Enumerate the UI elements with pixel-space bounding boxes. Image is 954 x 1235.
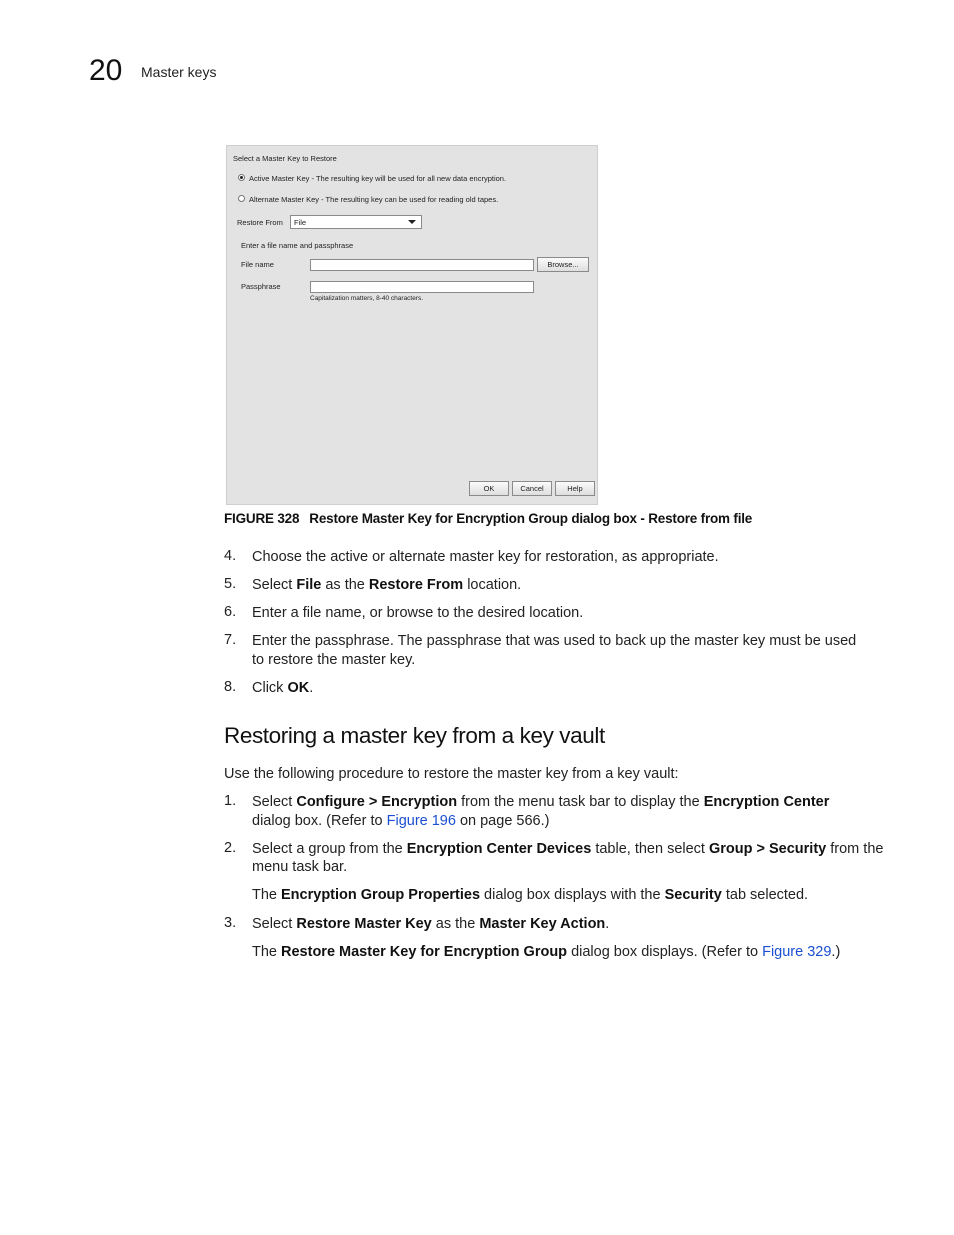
restore-from-value: File (294, 218, 307, 227)
step-text: Select Restore Master Key as the Master Key Action. (252, 916, 610, 932)
restore-master-key-dialog (226, 145, 598, 505)
step-number: 5. (224, 576, 237, 592)
active-master-key-radio[interactable] (238, 174, 245, 181)
file-name-input[interactable] (310, 259, 534, 271)
figure-329-link[interactable]: Figure 329 (762, 944, 832, 960)
step-number: 3. (224, 915, 237, 931)
step-text: Select File as the Restore From location. (252, 577, 522, 593)
file-section-label: Enter a file name and passphrase (241, 241, 354, 250)
alternate-master-key-radio[interactable] (238, 195, 245, 202)
master-key-group-label: Select a Master Key to Restore (233, 154, 337, 163)
browse-button[interactable]: Browse... (537, 257, 589, 272)
figure-number: FIGURE 328 (224, 511, 300, 526)
section-heading: Restoring a master key from a key vault (224, 723, 605, 748)
step-number: 2. (224, 840, 237, 856)
chapter-title: Master keys (141, 64, 217, 80)
figure-196-link[interactable]: Figure 196 (386, 813, 456, 829)
active-master-key-label: Active Master Key - The resulting key will be used for all new data encryption. (249, 174, 507, 183)
restore-from-label: Restore From (237, 218, 283, 227)
step-number: 1. (224, 793, 237, 809)
step-number: 7. (224, 632, 237, 648)
cancel-button[interactable]: Cancel (512, 481, 552, 496)
step-text-continued: dialog box. (Refer to Figure 196 on page 566.) (252, 813, 550, 829)
step-text-continued: menu task bar. (252, 859, 348, 875)
step-number: 8. (224, 679, 237, 695)
step-text: Enter a file name, or browse to the desired location. (252, 605, 584, 621)
step-number: 4. (224, 548, 237, 564)
restore-from-select[interactable] (290, 215, 422, 229)
passphrase-hint: Capitalization matters, 8-40 characters. (310, 295, 424, 302)
chevron-down-icon (408, 220, 416, 224)
step-text-continued: to restore the master key. (252, 652, 416, 668)
help-button[interactable]: Help (555, 481, 595, 496)
alternate-master-key-label: Alternate Master Key - The resulting key can be used for reading old tapes. (249, 195, 499, 204)
step-text: Choose the active or alternate master key for restoration, as appropriate. (252, 549, 719, 565)
section-intro: Use the following procedure to restore the master key from a key vault: (224, 766, 679, 782)
step-result: The Restore Master Key for Encryption Group dialog box displays. (Refer to Figure 329.) (252, 944, 841, 960)
figure-caption-text: Restore Master Key for Encryption Group dialog box - Restore from file (309, 511, 753, 526)
step-text: Enter the passphrase. The passphrase that was used to back up the master key must be used (252, 633, 857, 649)
passphrase-label: Passphrase (241, 282, 281, 291)
step-number: 6. (224, 604, 237, 620)
step-text: Click OK. (252, 680, 314, 696)
chapter-number: 20 (89, 54, 123, 87)
passphrase-input[interactable] (310, 281, 534, 293)
figure-caption (224, 511, 752, 526)
step-result: The Encryption Group Properties dialog box displays with the Security tab selected. (252, 887, 809, 903)
file-name-label: File name (241, 260, 274, 269)
ok-button[interactable]: OK (469, 481, 509, 496)
step-text: Select Configure > Encryption from the menu task bar to display the Encryption Center (252, 794, 830, 810)
step-text: Select a group from the Encryption Center Devices table, then select Group > Security from the (252, 841, 884, 857)
